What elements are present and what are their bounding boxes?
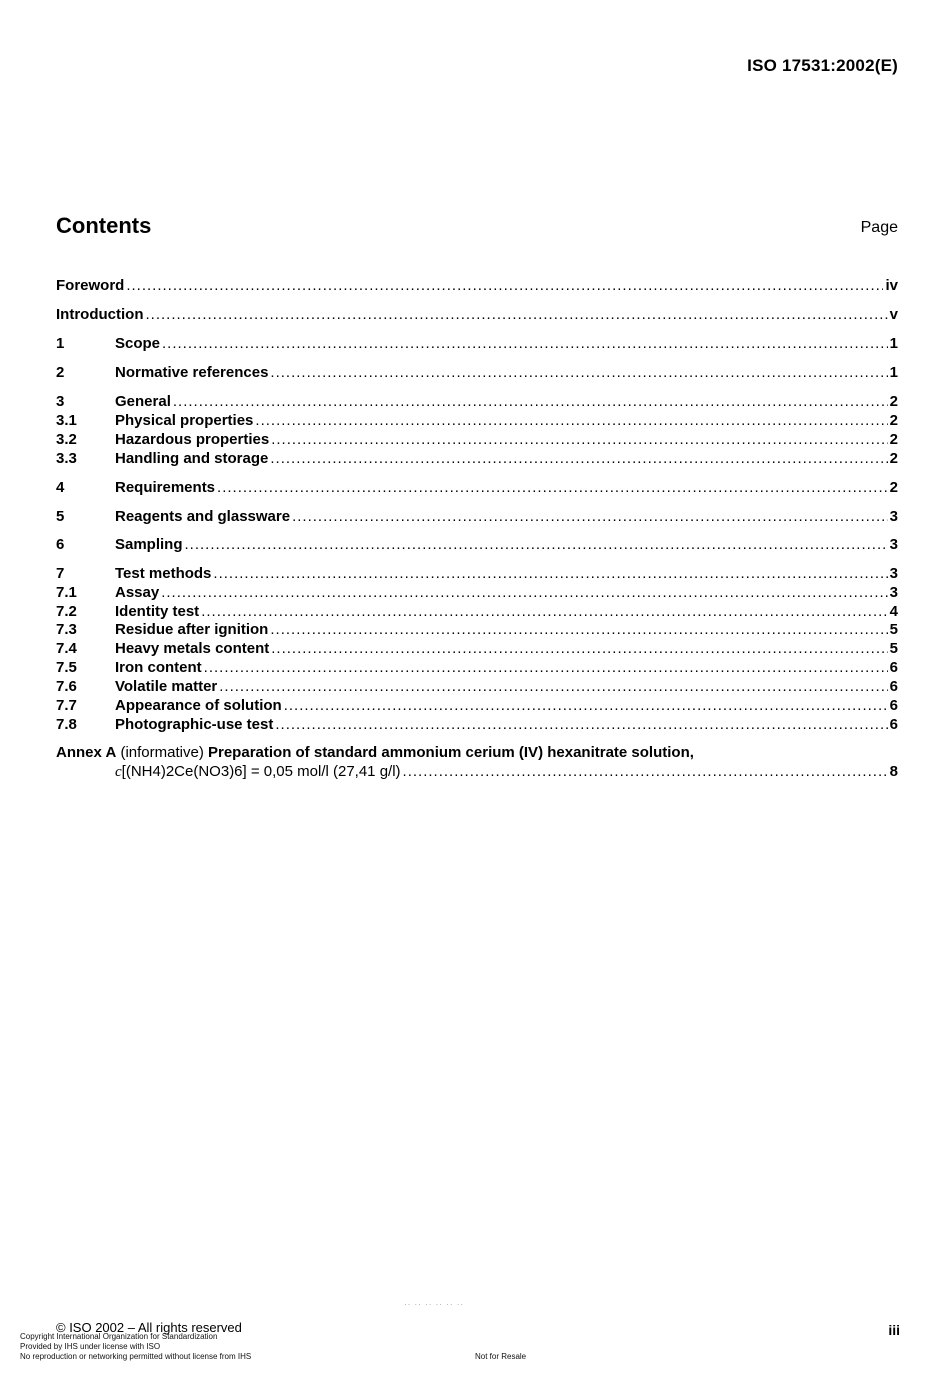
toc-entry-label: Heavy metals content: [115, 640, 270, 657]
toc-entry-identity-test[interactable]: [56, 602, 898, 621]
toc-leader-dots: [403, 762, 888, 781]
toc-entry-foreword[interactable]: [56, 276, 898, 295]
license-line: Copyright International Organization for Standardization: [20, 1332, 218, 1341]
toc-entry-physical-properties[interactable]: [56, 411, 898, 430]
contents-title: Contents: [56, 213, 152, 238]
toc-entry-number: 4: [56, 479, 65, 496]
toc-leader-dots: [284, 696, 888, 715]
toc-entry-requirements[interactable]: [56, 478, 898, 497]
toc-entry-label: Sampling: [115, 536, 183, 553]
toc-entry-page: 3: [889, 584, 898, 601]
toc-entry-label: Physical properties: [115, 412, 254, 429]
annex-prefix: Annex A: [56, 744, 117, 761]
toc-entry-label: Residue after ignition: [115, 621, 269, 638]
toc-entry-page: 2: [889, 393, 898, 410]
toc-entry-page: 4: [889, 603, 898, 620]
toc-entry-annex-a-formula[interactable]: [56, 762, 898, 781]
document-id: ISO 17531:2002(E): [747, 56, 898, 75]
toc-entry-page: 2: [889, 431, 898, 448]
toc-leader-dots: [201, 602, 887, 621]
toc-entry-label: Iron content: [115, 659, 202, 676]
toc-entry-label: Requirements: [115, 479, 216, 496]
toc-entry-number: 7.3: [56, 621, 77, 638]
toc-entry-number: 7.8: [56, 716, 77, 733]
toc-entry-page: 3: [889, 508, 898, 525]
toc-entry-page: 6: [889, 659, 898, 676]
toc-leader-dots: [161, 583, 887, 602]
toc-entry-label: Normative references: [115, 364, 269, 381]
toc-entry-label: Assay: [115, 584, 160, 601]
toc-entry-number: 7.6: [56, 678, 77, 695]
toc-entry-page: 3: [889, 536, 898, 553]
toc-entry-number: 7.2: [56, 603, 77, 620]
toc-entry-residue-after-ignition[interactable]: [56, 620, 898, 639]
toc-entry-number: 5: [56, 508, 65, 525]
toc-leader-dots: [270, 363, 887, 382]
toc-entry-assay[interactable]: [56, 583, 898, 602]
toc-entry-page: 3: [889, 565, 898, 582]
toc-entry-handling-and-storage[interactable]: [56, 449, 898, 468]
toc-entry-scope[interactable]: [56, 334, 898, 353]
toc-entry-page: 1: [889, 335, 898, 352]
toc-entry-number: 3.1: [56, 412, 77, 429]
toc-entry-label: Photographic-use test: [115, 716, 274, 733]
toc-entry-sampling[interactable]: [56, 535, 898, 554]
toc-entry-label: Scope: [115, 335, 161, 352]
toc-leader-dots: [185, 535, 888, 554]
toc-entry-number: 1: [56, 335, 65, 352]
annex-type: (informative): [120, 744, 204, 761]
toc-entry-test-methods[interactable]: [56, 564, 898, 583]
footer-page-number: iii: [888, 1322, 900, 1338]
page-column-label: Page: [860, 219, 898, 236]
toc-entry-label: Appearance of solution: [115, 697, 282, 714]
toc-leader-dots: [219, 677, 887, 696]
annex-formula: [115, 762, 401, 782]
toc-leader-dots: [173, 392, 888, 411]
toc-entry-number: 3.2: [56, 431, 77, 448]
toc-entry-number: 7: [56, 565, 65, 582]
toc-entry-page: 6: [889, 716, 898, 733]
toc-leader-dots: [275, 715, 887, 734]
toc-entry-number: 7.1: [56, 584, 77, 601]
toc-leader-dots: [270, 620, 887, 639]
toc-entry-label: Handling and storage: [115, 450, 269, 467]
license-notice: [20, 1332, 251, 1362]
toc-leader-dots: [271, 639, 887, 658]
toc-leader-dots: [145, 305, 887, 324]
toc-entry-label: General: [115, 393, 171, 410]
toc-entry-page: 1: [889, 364, 898, 381]
toc-entry-page: 8: [889, 763, 898, 780]
not-for-resale-notice: Not for Resale: [475, 1352, 527, 1361]
toc-entry-page: 5: [889, 640, 898, 657]
toc-entry-heavy-metals-content[interactable]: [56, 639, 898, 658]
toc-entry-appearance-of-solution[interactable]: [56, 696, 898, 715]
toc-entry-introduction[interactable]: [56, 305, 898, 324]
toc-entry-number: 2: [56, 364, 65, 381]
annex-title: Preparation of standard ammonium cerium (IV) hexanitrate solution,: [208, 744, 694, 761]
toc-entry-volatile-matter[interactable]: [56, 677, 898, 696]
toc-entry-number: 7.4: [56, 640, 77, 657]
toc-leader-dots: [217, 478, 888, 497]
toc-entry-label: Reagents and glassware: [115, 508, 291, 525]
toc-entry-iron-content[interactable]: [56, 658, 898, 677]
toc-entry-page: 6: [889, 697, 898, 714]
toc-entry-page: 2: [889, 412, 898, 429]
toc-entry-number: 7.7: [56, 697, 77, 714]
toc-entry-label: Identity test: [115, 603, 200, 620]
toc-leader-dots: [204, 658, 888, 677]
toc-entry-hazardous-properties[interactable]: [56, 430, 898, 449]
toc-entry-photographic-use-test[interactable]: [56, 715, 898, 734]
toc-entry-number: 7.5: [56, 659, 77, 676]
toc-entry-label: Foreword: [56, 277, 125, 294]
toc-leader-dots: [270, 449, 887, 468]
toc-entry-label: Hazardous properties: [115, 431, 270, 448]
toc-entry-page: 2: [889, 450, 898, 467]
toc-entry-page: 2: [889, 479, 898, 496]
license-line: No reproduction or networking permitted without license from IHS: [20, 1352, 252, 1361]
footer-copyright: © ISO 2002 – All rights reserved: [56, 1320, 242, 1335]
scan-speck: ·· ·· ·· ·· ·· ··: [404, 1300, 465, 1309]
toc-entry-page: 6: [889, 678, 898, 695]
license-line: Provided by IHS under license with ISO: [20, 1342, 161, 1351]
toc-entry-number: 6: [56, 536, 65, 553]
annex-formula-text: [(NH4)2Ce(NO3)6] = 0,05 mol/l (27,41 g/l): [121, 763, 401, 780]
toc-leader-dots: [162, 334, 888, 353]
toc-entry-label: Introduction: [56, 306, 144, 323]
annex-formula-symbol: c: [115, 764, 122, 780]
toc-leader-dots: [213, 564, 887, 583]
toc-entry-page: 5: [889, 621, 898, 638]
toc-entry-general[interactable]: [56, 392, 898, 411]
toc-entry-number: 3: [56, 393, 65, 410]
toc-entry-normative-references[interactable]: [56, 363, 898, 382]
toc-entry-page: v: [889, 306, 898, 323]
toc-leader-dots: [271, 430, 887, 449]
toc-entry-label: Volatile matter: [115, 678, 218, 695]
toc-leader-dots: [292, 507, 888, 526]
toc-entry-page: iv: [885, 277, 898, 294]
toc-entry-annex-a[interactable]: [56, 743, 898, 762]
toc-leader-dots: [255, 411, 887, 430]
toc-entry-number: 3.3: [56, 450, 77, 467]
toc-entry-reagents-and-glassware[interactable]: [56, 507, 898, 526]
toc-leader-dots: [126, 276, 883, 295]
toc-entry-label: Test methods: [115, 565, 212, 582]
